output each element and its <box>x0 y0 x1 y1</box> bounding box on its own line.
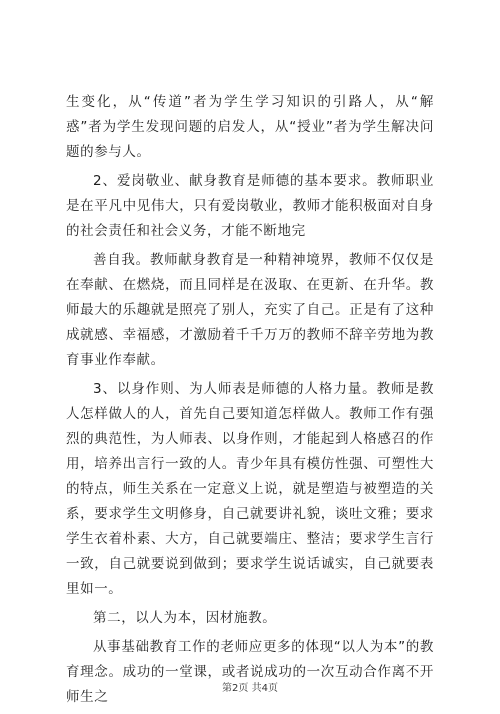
paragraph-1: 生变化，从“传道”者为学生学习知识的引路人，从“解惑”者为学生发现问题的启发人，从“授业”者为学生解决问题的参与人。 <box>66 94 434 160</box>
paragraph-4: 3、以身作则、为人师表是师德的人格力量。教师是教人怎样做人的人，首先自己要知道怎样做人。教师工作有强烈的典范性，为人师表、以身作则，才能起到人格感召的作用，培养出言行一致的人。青少年具有模仿性强、可塑性大的特点，师生关系在一定意义上说，就是塑造与被塑造的关系，要求学生文明修身，自己就要讲礼貌，谈吐文雅；要求学生衣着朴素、大方，自己就要端庄、整洁；要求学生言行一致，自己就要说到做到；要求学生说话诚实，自己就要表里如一。 <box>66 381 434 597</box>
paragraph-2: 2、爱岗敬业、献身教育是师德的基本要求。教师职业是在平凡中见伟大，只有爱岗敬业，教师才能积极面对自身的社会责任和社会义务，才能不断地完 <box>66 173 434 239</box>
document-body <box>66 90 434 714</box>
paragraph-5: 第二，以人为本，因材施教。 <box>93 610 277 626</box>
paragraph-6: 从事基础教育工作的老师应更多的体现“以人为本”的教育理念。成功的一堂课，或者说成功的一次互动合作离不开师生之 <box>66 639 434 705</box>
page-footer: 第2页 共4页 <box>222 683 278 694</box>
paragraph-3: 善自我。教师献身教育是一种精神境界，教师不仅仅是在奉献、在燃烧，而且同样是在汲取、在更新、在升华。教师最大的乐趣就是照亮了别人，充实了自己。正是有了这种成就感、幸福感，才激励着千千万万的教师不辞辛劳地为教育事业作奉献。 <box>66 252 434 368</box>
